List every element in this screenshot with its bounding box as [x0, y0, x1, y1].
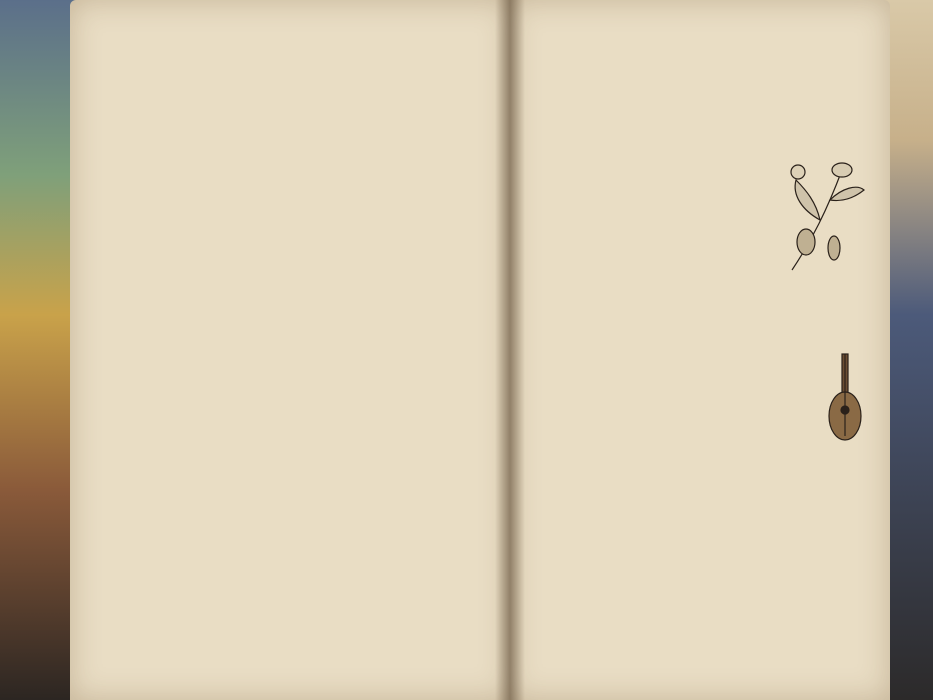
left-column-1 [136, 54, 328, 694]
almond-branch-illustration [772, 150, 872, 278]
right-column-2-top [716, 66, 880, 152]
right-column-2-bottom [716, 455, 882, 695]
left-page [70, 0, 510, 700]
right-column-2-middle [716, 300, 816, 450]
mandolin-illustration [822, 352, 868, 444]
right-page [510, 0, 890, 700]
left-column-2 [336, 50, 496, 695]
right-column-1 [514, 70, 712, 690]
book-gutter [495, 0, 525, 700]
right-column-2-narrow [716, 155, 772, 300]
